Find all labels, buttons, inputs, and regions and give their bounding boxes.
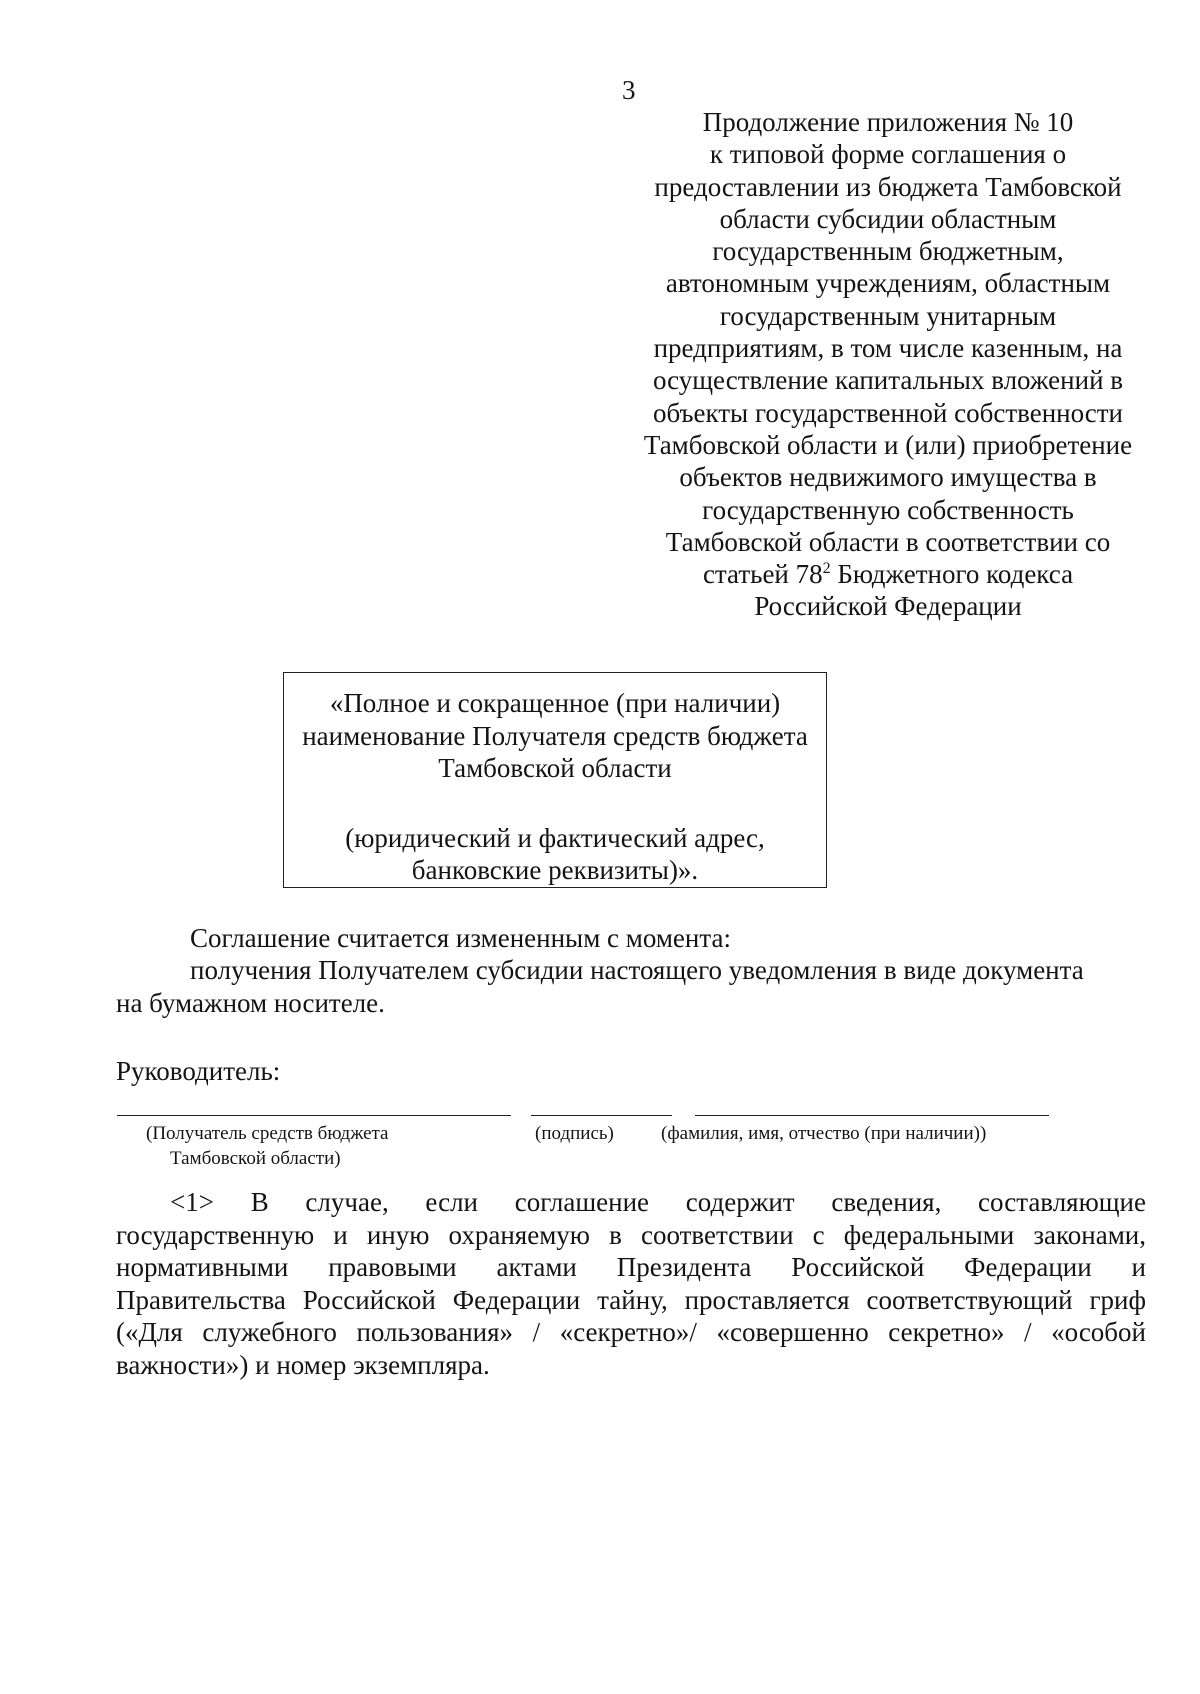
receipt-line: получения Получателем субсидии настоящего уведомления в виде документа <box>190 955 1084 985</box>
signature-line <box>531 1115 672 1116</box>
recipient-caption: (Получатель средств бюджета <box>146 1123 389 1144</box>
header-line: осуществление капитальных вложений в <box>652 365 1124 396</box>
footnote-line: Правительства Российской Федерации тайну, проставляется соответствующий гриф <box>116 1284 1146 1315</box>
box-spacer <box>284 785 826 822</box>
article-superscript: 2 <box>822 560 831 578</box>
head-label: Руководитель: <box>116 1056 281 1086</box>
header-line: государственным унитарным <box>719 300 1057 331</box>
recipient-name-line: Тамбовской области <box>438 753 672 783</box>
header-line: предприятиям, в том числе казенным, на <box>653 333 1123 364</box>
header-line: области субсидии областным <box>719 203 1057 234</box>
recipient-details-box <box>283 672 827 888</box>
receipt-paragraph <box>116 954 1144 1020</box>
recipient-caption: Тамбовской области) <box>170 1148 341 1169</box>
footnote-line: важности») и номер экземпляра. <box>116 1349 490 1380</box>
receipt-line: на бумажном носителе. <box>116 988 385 1018</box>
signature-caption: (подпись) <box>535 1123 614 1144</box>
recipient-address-line: банковские реквизиты)». <box>411 855 699 885</box>
footnote-line: нормативными правовыми актами Президента Российской Федерации и <box>116 1252 1146 1282</box>
footnote <box>116 1186 1146 1381</box>
header-line: объекты государственной собственности <box>652 397 1124 428</box>
header-line: Продолжение приложения № 10 <box>702 107 1074 137</box>
header-line: автономным учреждениям, областным <box>665 268 1111 299</box>
footnote-line: государственную и иную охраняемую в соответствии с федеральными законами, <box>116 1219 1146 1250</box>
header-line: государственным бюджетным, <box>712 236 1064 267</box>
recipient-name-line: «Полное и сокращенное (при наличии) <box>329 688 781 718</box>
header-line: Российской Федерации <box>754 591 1022 622</box>
header-line: к типовой форме соглашения о <box>709 139 1067 170</box>
header-line: объектов недвижимого имущества в <box>679 462 1097 493</box>
recipient-address-line: (юридический и фактический адрес, <box>345 822 765 853</box>
agreement-changed-statement: Соглашение считается измененным с момента: <box>190 923 731 953</box>
recipient-signature-line <box>117 1115 511 1116</box>
header-line: Тамбовской области и (или) приобретение <box>643 429 1133 460</box>
name-caption: (фамилия, имя, отчество (при наличии)) <box>661 1123 987 1144</box>
article-suffix: Бюджетного кодекса <box>830 559 1074 590</box>
recipient-name-line: наименование Получателя средств бюджета <box>302 720 808 751</box>
footnote-line: («Для служебного пользования» / «секретно»/ «совершенно секретно» / «особой <box>116 1317 1146 1347</box>
header-line: государственную собственность <box>702 494 1074 525</box>
page-number: 3 <box>622 75 636 105</box>
header-line: предоставлении из бюджета Тамбовской <box>654 171 1122 202</box>
appendix-header <box>628 106 1148 623</box>
header-article-line <box>628 558 1148 590</box>
footnote-line: <1> В случае, если соглашение содержит сведения, составляющие <box>170 1187 1146 1217</box>
article-prefix: статьей 78 <box>702 559 823 590</box>
header-line: Тамбовской области в соответствии со <box>665 526 1111 557</box>
full-name-line <box>695 1115 1049 1116</box>
